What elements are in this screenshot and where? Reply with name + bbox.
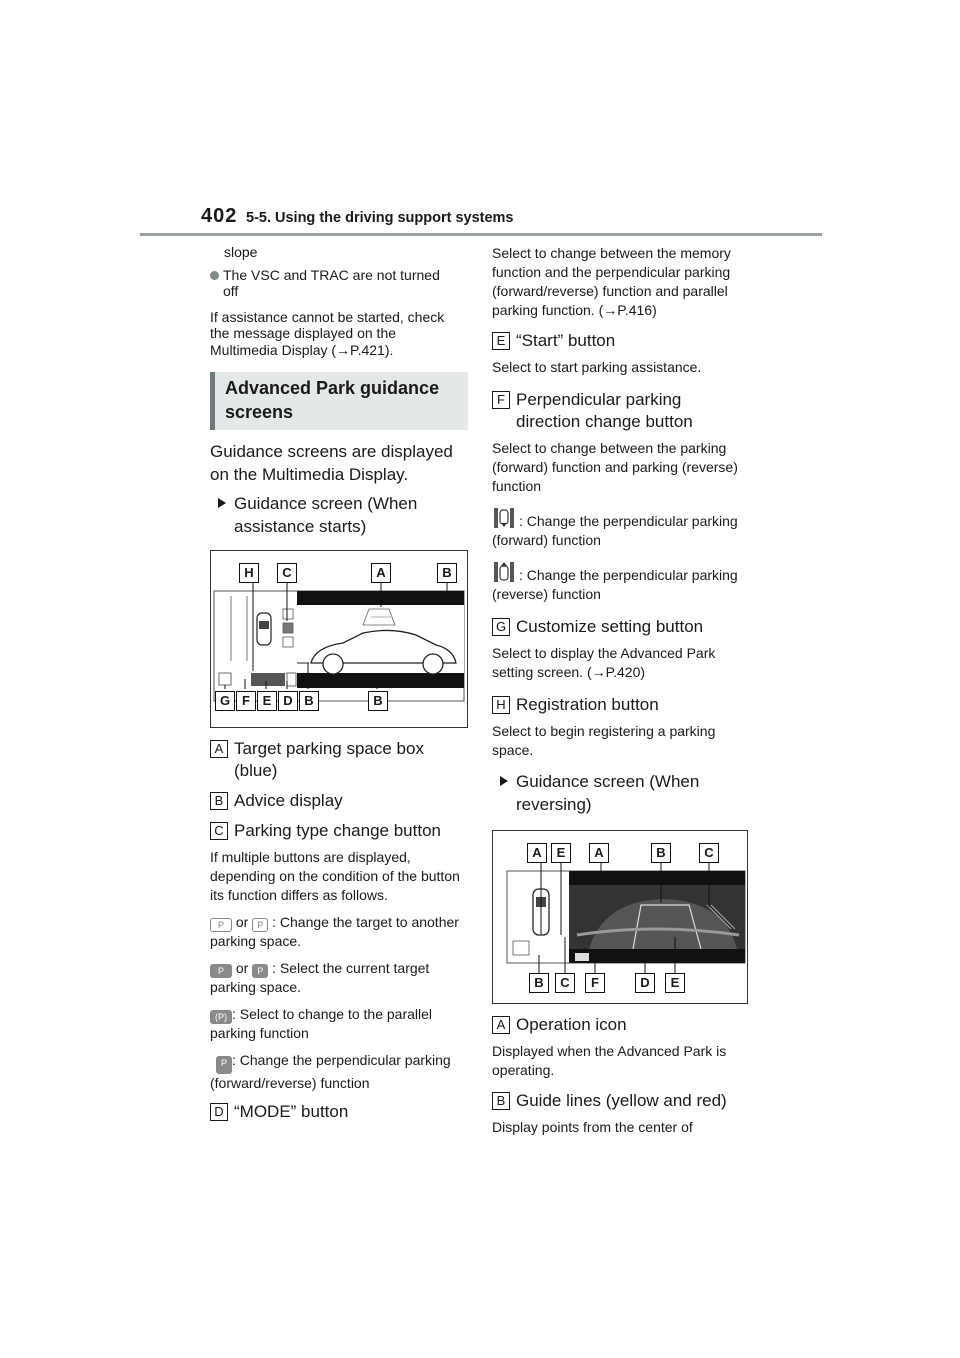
fig1-label-d: D <box>278 691 298 711</box>
right-column <box>492 244 754 1137</box>
item-g <box>492 616 754 638</box>
triangle-bullet-icon <box>500 776 508 786</box>
subheading-reversing <box>492 770 754 816</box>
item-e <box>492 330 754 352</box>
f-option-2 <box>492 560 754 604</box>
page-number: 402 <box>201 205 238 227</box>
letter-h: H <box>492 696 510 714</box>
item-g-text: Customize setting button <box>516 617 704 636</box>
f-option-1 <box>492 506 754 550</box>
perpendicular-forward-icon <box>492 506 516 530</box>
letter-b: B <box>210 792 228 810</box>
item-c-text: Parking type change button <box>234 821 441 840</box>
assist-note: If assistance cannot be started, check the message displayed on the Multimedia Display (→P.421). <box>210 308 445 358</box>
fig1-label-b3: B <box>368 691 388 711</box>
fig2-label-e2: E <box>665 973 685 993</box>
fig1-label-e: E <box>257 691 277 711</box>
letter-g: G <box>492 618 510 636</box>
left-column <box>210 244 472 1123</box>
f-desc: Select to change between the parking (forward) function and parking (reverse) function <box>492 440 738 494</box>
section-heading: Advanced Park guidance screens <box>225 378 440 422</box>
item-b2 <box>492 1090 754 1112</box>
c-opt1-text: : Change the target to another parking space. <box>210 914 459 949</box>
sub1-line2: assistance starts) <box>234 517 367 536</box>
item-h-text: Registration button <box>516 695 659 714</box>
item-d <box>210 1101 472 1123</box>
bullet-vsc <box>210 267 472 300</box>
item-c <box>210 820 472 842</box>
p-filled-small-icon: P <box>252 964 268 978</box>
figure-assistance-starts <box>210 550 468 728</box>
d-desc: Select to change between the memory function and the perpendicular parking (forward/reverse) function and parallel parking function. (→P.416) <box>492 245 731 318</box>
fig2-label-c2: C <box>555 973 575 993</box>
intro-text: Guidance screens are displayed on the Multimedia Display. <box>210 442 453 484</box>
p-outline-icon: P <box>210 918 232 932</box>
c-option-1 <box>210 913 472 951</box>
item-c-desc: If multiple buttons are displayed, depending on the condition of the button its function differs as follows. <box>210 849 460 903</box>
fig2-label-b: B <box>651 843 671 863</box>
item-f-text: Perpendicular parking direction change button <box>516 390 693 431</box>
fig2-label-a2: A <box>589 843 609 863</box>
letter-e: E <box>492 332 510 350</box>
subheading-assistance-starts <box>210 492 472 538</box>
parallel-parking-icon: (P) <box>210 1010 232 1024</box>
item-h <box>492 694 754 716</box>
letter-b2: B <box>492 1092 510 1110</box>
letter-d: D <box>210 1103 228 1121</box>
header-rule <box>140 233 822 236</box>
fig1-label-b: B <box>437 563 457 583</box>
perpendicular-reverse-icon <box>492 560 516 584</box>
c-option-3 <box>210 1005 472 1043</box>
c-option-4 <box>210 1051 472 1093</box>
section-title: 5-5. Using the driving support systems <box>246 210 514 226</box>
f-opt2-text: : Change the perpendicular parking (reverse) function <box>492 567 738 602</box>
item-a2-text: Operation icon <box>516 1015 627 1034</box>
h-desc: Select to begin registering a parking space. <box>492 723 716 758</box>
fig1-label-g: G <box>215 691 235 711</box>
figure-reversing <box>492 830 748 1004</box>
fig1-label-b2: B <box>299 691 319 711</box>
sub1-line1: Guidance screen (When <box>234 494 418 513</box>
fig1-label-f: F <box>236 691 256 711</box>
fig1-label-a: A <box>371 563 391 583</box>
g-desc: Select to display the Advanced Park setting screen. (→P.420) <box>492 645 716 680</box>
item-a <box>210 738 472 782</box>
item-a2 <box>492 1014 754 1036</box>
c-opt2-text: : Select the current target parking space. <box>210 960 430 995</box>
fig2-label-a: A <box>527 843 547 863</box>
fig2-label-c: C <box>699 843 719 863</box>
fig1-label-h: H <box>239 563 259 583</box>
item-a-text: Target parking space box (blue) <box>234 739 424 780</box>
item-f <box>492 389 754 433</box>
p-outline-small-icon: P <box>252 918 268 932</box>
triangle-bullet-icon <box>218 498 226 508</box>
b2-desc: Display points from the center of <box>492 1119 693 1135</box>
a2-desc: Displayed when the Advanced Park is operating. <box>492 1043 727 1078</box>
c-opt2-or: or <box>235 960 249 976</box>
sub2-line1: Guidance screen (When <box>516 772 700 791</box>
item-e-text: “Start” button <box>516 331 616 350</box>
letter-a2: A <box>492 1016 510 1034</box>
fig1-label-c: C <box>277 563 297 583</box>
item-d-text: “MODE” button <box>234 1102 349 1121</box>
section-heading-box <box>210 372 468 430</box>
bullet-text: The VSC and TRAC are not turned off <box>223 266 440 299</box>
item-b2-text: Guide lines (yellow and red) <box>516 1091 727 1110</box>
fig2-label-b2: B <box>529 973 549 993</box>
perpendicular-parking-icon: P <box>216 1056 232 1074</box>
fig2-label-f: F <box>585 973 605 993</box>
letter-f: F <box>492 391 510 409</box>
fig2-label-e: E <box>551 843 571 863</box>
c-opt1-or: or <box>235 914 249 930</box>
c-option-2 <box>210 959 472 997</box>
e-desc: Select to start parking assistance. <box>492 359 702 375</box>
sub2-line2: reversing) <box>516 795 592 814</box>
item-b-text: Advice display <box>234 791 343 810</box>
p-filled-icon: P <box>210 964 232 978</box>
text-slope: slope <box>224 244 258 260</box>
item-b <box>210 790 472 812</box>
f-opt1-text: : Change the perpendicular parking (forward) function <box>492 513 738 548</box>
letter-c: C <box>210 822 228 840</box>
fig2-label-d: D <box>635 973 655 993</box>
c-opt3-text: : Select to change to the parallel parking function <box>210 1006 433 1041</box>
letter-a: A <box>210 740 228 758</box>
bullet-dot-icon <box>210 271 219 280</box>
c-opt4-text: : Change the perpendicular parking (forward/reverse) function <box>210 1052 451 1091</box>
